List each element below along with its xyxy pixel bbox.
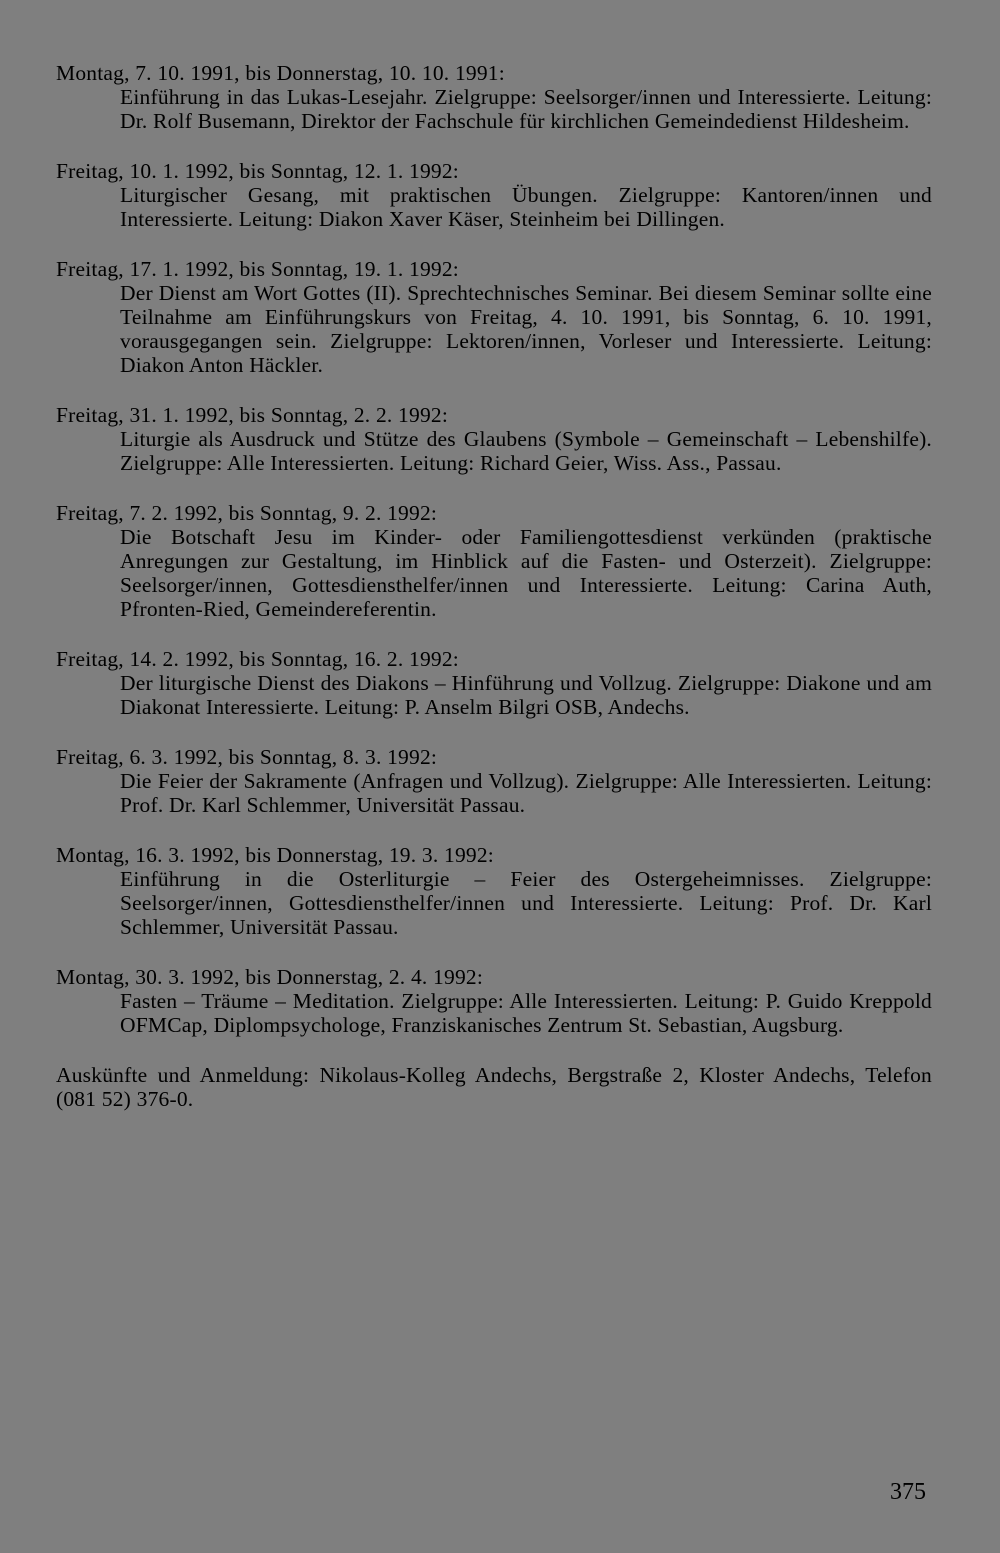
course-date: Freitag, 7. 2. 1992, bis Sonntag, 9. 2. 1992: <box>56 501 438 525</box>
course-description: Liturgie als Ausdruck und Stütze des Glaubens (Symbole – Gemeinschaft – Lebenshilfe). Zielgruppe: Alle Interessierten. Leitung: Richard Geier, Wiss. Ass., Passau. <box>120 427 932 475</box>
course-description: Einführung in das Lukas-Lesejahr. Zielgruppe: Seelsorger/innen und Interessierte. Leitung: Dr. Rolf Busemann, Direktor der Fachschule für kirchlichen Gemeindedienst Hildesheim. <box>120 85 932 133</box>
course-entry <box>56 965 932 1037</box>
course-date: Freitag, 14. 2. 1992, bis Sonntag, 16. 2. 1992: <box>56 647 459 671</box>
course-entry <box>56 61 932 133</box>
course-description: Einführung in die Osterliturgie – Feier des Ostergeheimnisses. Zielgruppe: Seelsorger/innen, Gottesdiensthelfer/innen und Interessierte. Leitung: Prof. Dr. Karl Schlemmer, Universität Passau. <box>120 867 932 939</box>
course-entry <box>56 403 932 475</box>
course-entry <box>56 647 932 719</box>
course-description: Liturgischer Gesang, mit praktischen Übungen. Zielgruppe: Kantoren/innen und Interessierte. Leitung: Diakon Xaver Käser, Steinheim bei Dillingen. <box>120 183 932 231</box>
course-description: Fasten – Träume – Meditation. Zielgruppe: Alle Interessierten. Leitung: P. Guido Kreppold OFMCap, Diplompsychologe, Franziskanisches Zentrum St. Sebastian, Augsburg. <box>120 989 932 1037</box>
course-date: Freitag, 6. 3. 1992, bis Sonntag, 8. 3. 1992: <box>56 745 438 769</box>
course-description: Der Dienst am Wort Gottes (II). Sprechtechnisches Seminar. Bei diesem Seminar sollte eine Teilnahme am Einführungskurs von Freitag, 4. 10. 1991, bis Sonntag, 6. 10. 1991, vorausgegangen sein. Zielgruppe: Lektoren/innen, Vorleser und Interessierte. Leitung: Diakon Anton Häckler. <box>120 281 932 377</box>
document-page <box>56 61 932 1111</box>
course-entry <box>56 257 932 377</box>
course-date: Freitag, 31. 1. 1992, bis Sonntag, 2. 2. 1992: <box>56 403 449 427</box>
course-description: Der liturgische Dienst des Diakons – Hinführung und Vollzug. Zielgruppe: Diakone und am Diakonat Interessierte. Leitung: P. Anselm Bilgri OSB, Andechs. <box>120 671 932 719</box>
page-number: 375 <box>890 1479 926 1505</box>
course-entry <box>56 745 932 817</box>
course-date: Montag, 16. 3. 1992, bis Donnerstag, 19. 3. 1992: <box>56 843 494 867</box>
registration-info: Auskünfte und Anmeldung: Nikolaus-Kolleg Andechs, Bergstraße 2, Kloster Andechs, Telefon (081 52) 376-0. <box>56 1063 932 1111</box>
course-description: Die Feier der Sakramente (Anfragen und Vollzug). Zielgruppe: Alle Interessierten. Leitung: Prof. Dr. Karl Schlemmer, Universität Passau. <box>120 769 932 817</box>
course-date: Freitag, 17. 1. 1992, bis Sonntag, 19. 1. 1992: <box>56 257 459 281</box>
course-description: Die Botschaft Jesu im Kinder- oder Familiengottesdienst verkünden (praktische Anregungen zur Gestaltung, im Hinblick auf die Fasten- und Osterzeit). Zielgruppe: Seelsorger/innen, Gottesdiensthelfer/innen und Interessierte. Leitung: Carina Auth, Pfronten-Ried, Gemeindereferentin. <box>120 525 932 621</box>
course-date: Montag, 7. 10. 1991, bis Donnerstag, 10. 10. 1991: <box>56 61 505 85</box>
course-entry <box>56 501 932 621</box>
course-entry <box>56 843 932 939</box>
course-entry <box>56 159 932 231</box>
course-date: Montag, 30. 3. 1992, bis Donnerstag, 2. 4. 1992: <box>56 965 484 989</box>
course-date: Freitag, 10. 1. 1992, bis Sonntag, 12. 1. 1992: <box>56 159 459 183</box>
